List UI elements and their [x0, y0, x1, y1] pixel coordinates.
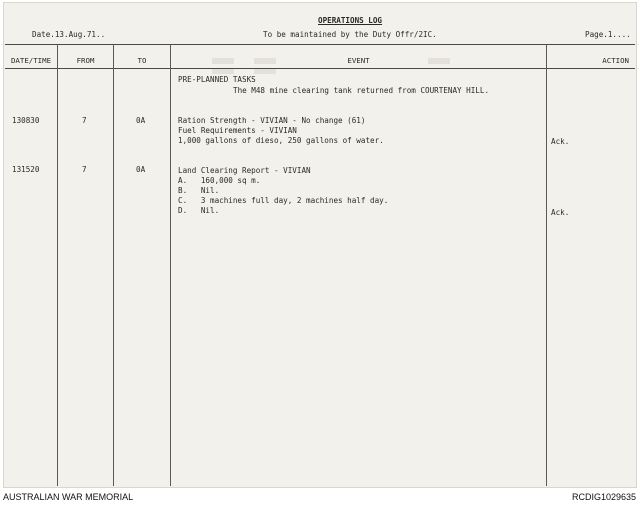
column-header-action: ACTION — [602, 56, 629, 65]
column-divider — [546, 44, 547, 486]
entry-action: Ack. — [551, 208, 570, 217]
entry-action: Ack. — [551, 137, 570, 146]
entry-time: 130830 — [12, 116, 40, 125]
entry-time: 131520 — [12, 165, 40, 174]
maintained-by: To be maintained by the Duty Offr/2IC. — [263, 30, 437, 39]
column-header-from: FROM — [76, 56, 95, 65]
entry-line: Fuel Requirements - VIVIAN — [178, 126, 297, 135]
log-sheet — [3, 2, 637, 488]
archive-credit: AUSTRALIAN WAR MEMORIAL — [3, 492, 134, 502]
column-header-event: EVENT — [347, 56, 370, 65]
header-bottom-rule — [5, 68, 635, 69]
entry-line: A. 160,000 sq m. — [178, 176, 261, 185]
column-divider — [113, 44, 114, 486]
archive-id: RCDIG1029635 — [571, 492, 636, 502]
entry-line: D. Nil. — [178, 206, 220, 215]
entry-line: Land Clearing Report - VIVIAN — [178, 166, 311, 175]
entry-line: B. Nil. — [178, 186, 220, 195]
entry-to: 0A — [136, 116, 146, 125]
log-title: OPERATIONS LOG — [318, 16, 383, 25]
log-date: Date.13.Aug.71.. — [32, 30, 106, 39]
entry-line: Ration Strength - VIVIAN - No change (61) — [178, 116, 366, 125]
page-number: Page.1.... — [585, 30, 631, 39]
section-heading: PRE-PLANNED TASKS — [178, 75, 256, 84]
entry-line: 1,000 gallons of dieso, 250 gallons of water. — [178, 136, 384, 145]
section-note: The M48 mine clearing tank returned from COURTENAY HILL. — [233, 86, 490, 95]
entry-from: 7 — [82, 116, 87, 125]
column-divider — [57, 44, 58, 486]
entry-line: C. 3 machines full day, 2 machines half day. — [178, 196, 389, 205]
column-header-to: TO — [137, 56, 147, 65]
entry-to: 0A — [136, 165, 146, 174]
table-top-rule — [5, 44, 635, 45]
column-header-datetime: DATE/TIME — [10, 56, 52, 65]
entry-from: 7 — [82, 165, 87, 174]
column-divider — [170, 44, 171, 486]
